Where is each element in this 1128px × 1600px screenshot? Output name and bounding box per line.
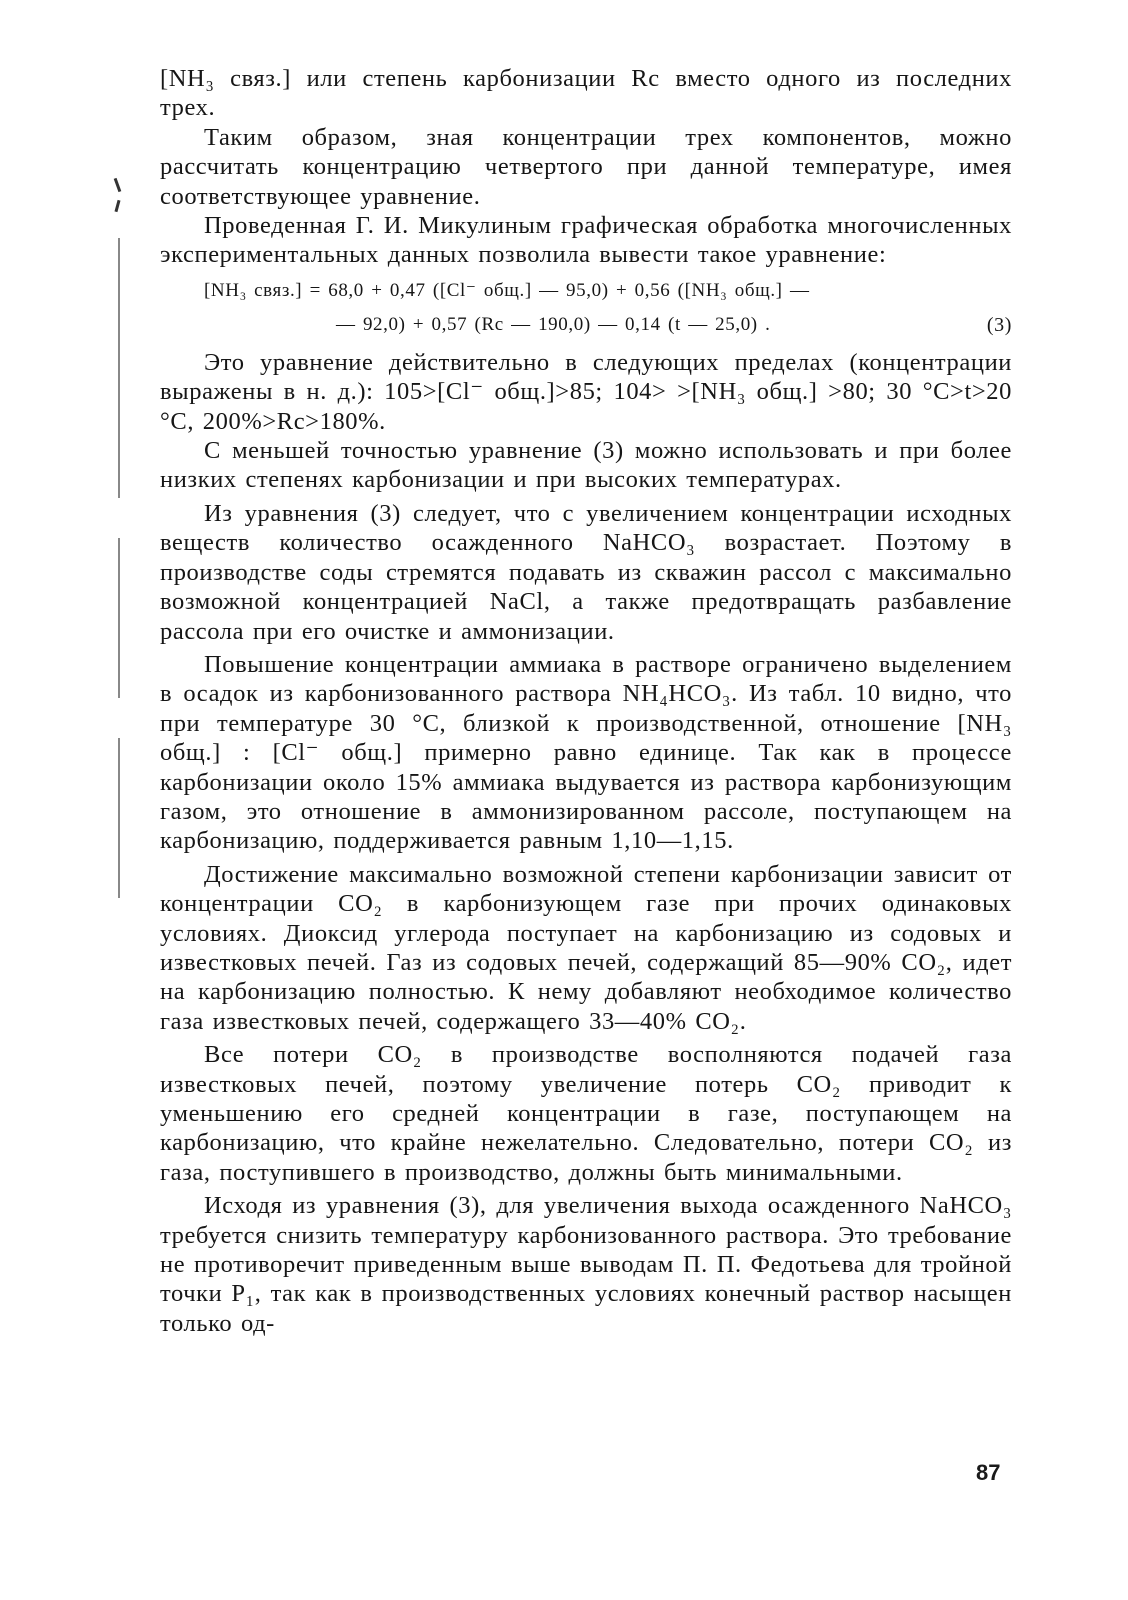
margin-vertical-line <box>118 738 120 898</box>
margin-marks <box>108 178 138 918</box>
page-number: 87 <box>976 1460 1001 1485</box>
paragraph: Повышение концентрации аммиака в растворе ограничено выделением в осадок из карбонизованного раствора NH₄HCO₃. Из табл. 10 видно, что при температуре 30 °C, близкой к производственной, отношение [NH₃ общ.] : [Cl⁻ общ.] примерно равно единице. Так как в процессе карбонизации около 15% аммиака выдувается из раствора карбонизующим газом, это отношение в аммонизированном рассоле, поступающем на карбонизацию, поддерживается равным 1,10—1,15. <box>160 650 1012 855</box>
margin-tick-mark <box>114 178 122 192</box>
page-body <box>160 64 1012 1338</box>
equation-line <box>160 308 1012 342</box>
paragraph: Проведенная Г. И. Микулиным графическая обработка многочисленных экспериментальных данных позволила вывести такое уравнение: <box>160 212 1012 269</box>
paragraph: Это уравнение действительно в следующих пределах (концентрации выражены в н. д.): 105>[Cl⁻ общ.]>85; 104> >[NH₃ общ.] >80; 30 °C>t>20 °C, 200%>Rc>180%. <box>160 348 1012 435</box>
paragraph: Из уравнения (3) следует, что с увеличением концентрации исходных веществ количество осажденного NaHCO₃ возрастает. Поэтому в производстве соды стремятся подавать из скважин рассол с максимально возможной концентрацией NaCl, а также предотвращать разбавление рассола при его очистке и аммонизации. <box>160 499 1012 645</box>
margin-tick-mark <box>114 200 120 212</box>
margin-vertical-line <box>118 238 120 498</box>
paragraph: [NH₃ связ.] или степень карбонизации Rc вместо одного из последних трех. <box>160 65 1012 122</box>
paragraph: Таким образом, зная концентрации трех компонентов, можно рассчитать концентрацию четвертого при данной температуре, имея соответствующее уравнение. <box>160 123 1012 210</box>
equation-block <box>160 274 1012 342</box>
paragraph: Достижение максимально возможной степени карбонизации зависит от концентрации CO₂ в карбонизующем газе при прочих одинаковых условиях. Диоксид углерода поступает на карбонизацию из содовых и известковых печей. Газ из содовых печей, содержащий 85—90% CO₂, идет на карбонизацию полностью. К нему добавляют необходимое количество газа известковых печей, содержащего 33—40% CO₂. <box>160 860 1012 1035</box>
equation-line: [NH₃ связ.] = 68,0 + 0,47 ([Cl⁻ общ.] — 95,0) + 0,56 ([NH₃ общ.] — <box>204 279 810 301</box>
paragraph: С меньшей точностью уравнение (3) можно использовать и при более низких степенях карбонизации и при высоких температурах. <box>160 437 1012 494</box>
paragraph: Все потери CO₂ в производстве восполняются подачей газа известковых печей, поэтому увеличение потерь CO₂ приводит к уменьшению его средней концентрации в газе, поступающем на карбонизацию, что крайне нежелательно. Следовательно, потери CO₂ из газа, поступившего в производство, должны быть минимальными. <box>160 1041 1012 1186</box>
equation-line-text: — 92,0) + 0,57 (Rc — 190,0) — 0,14 (t — 25,0) . <box>336 313 771 335</box>
paragraph: Исходя из уравнения (3), для увеличения выхода осажденного NaHCO₃ требуется снизить температуру карбонизованного раствора. Это требование не противоречит приведенным выше выводам П. П. Федотьева для тройной точки P₁, так как в производственных условиях конечный раствор насыщен только од- <box>160 1192 1012 1337</box>
margin-vertical-line <box>118 538 120 698</box>
equation-number: (3) <box>986 313 1012 336</box>
